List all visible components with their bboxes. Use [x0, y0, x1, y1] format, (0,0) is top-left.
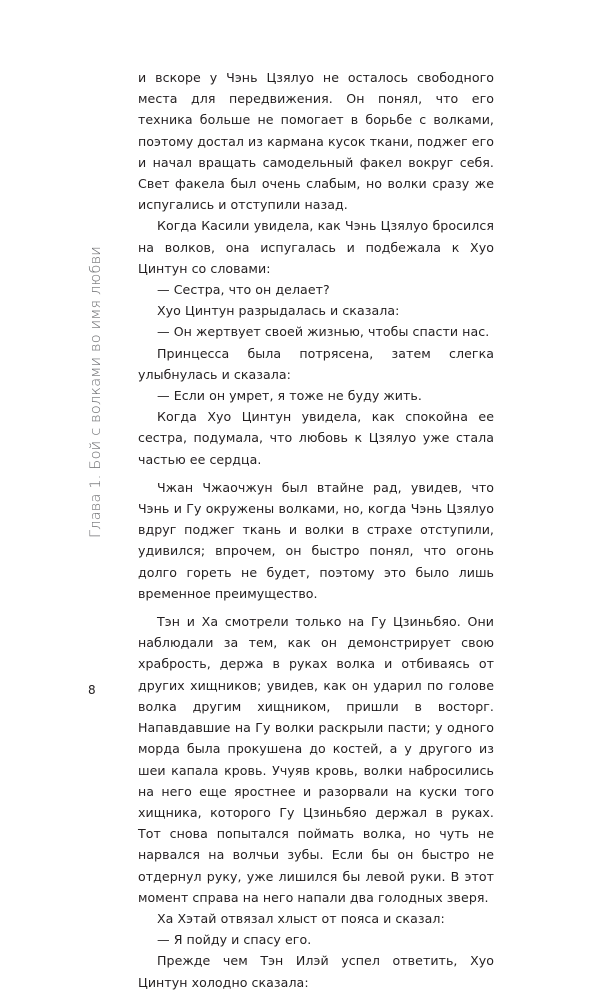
paragraph: Прежде чем Тэн Илэй успел ответить, Хуо Цинтун холодно сказала:	[138, 953, 494, 990]
paragraph: Когда Касили увидела, как Чэнь Цзялуо бросился на волков, она испугалась и подбежала к Хуо Цинтун со словами:	[138, 218, 494, 276]
paragraph: — Я пойду и спасу его.	[157, 932, 312, 948]
paragraph: — Если он умрет, я тоже не буду жить.	[157, 388, 422, 404]
paragraph: — Он жертвует своей жизнью, чтобы спасти нас.	[157, 324, 490, 340]
paragraph: Когда Хуо Цинтун увидела, как спокойна ее сестра, подумала, что любовь к Цзялуо уже стала частью ее сердца.	[138, 409, 494, 467]
paragraph: Чжан Чжаочжун был втайне рад, увидев, что Чэнь и Гу окружены волками, но, когда Чэнь Цзялуо вдруг поджег ткань и волки в страхе отступили, удивился; впрочем, он быстро понял, что огонь долго гореть не будет, поэтому это было лишь временное преимущество.	[138, 479, 494, 601]
paragraph: — Сестра, что он делает?	[157, 282, 330, 298]
running-header: Глава 1. Бой с волками во имя любви	[88, 245, 104, 539]
page-number: 8	[88, 683, 96, 697]
paragraph: Принцесса была потрясена, затем слегка улыбнулась и сказала:	[138, 345, 494, 382]
page-body	[138, 67, 494, 993]
paragraph: и вскоре у Чэнь Цзялуо не осталось свободного места для передвижения. Он понял, что его техника больше не помогает в борьбе с волками, поэтому достал из кармана кусок ткани, поджег его и начал вращать самодельный факел вокруг себя. Свет факела был очень слабым, но волки сразу же испугались и отступили назад.	[138, 70, 494, 213]
paragraph: Ха Хэтай отвязал хлыст от пояса и сказал:	[157, 910, 445, 926]
paragraph: Хуо Цинтун разрыдалась и сказала:	[157, 303, 400, 319]
paragraph: Тэн и Ха смотрели только на Гу Цзиньбяо. Они наблюдали за тем, как он демонстрирует свою храбрость, держа в руках волка и отбиваясь от других хищников; увидев, как он ударил по голове волка другим хищником, пришли в восторг. Напавдавшие на Гу волки раскрыли пасти; у одного морда была прокушена до костей, а у другого из шеи капала кровь. Учуяв кровь, волки набросились на него еще яростнее и разорвали на куски того хищника, которого Гу Цзиньбяо держал в руках. Тот снова попытался поймать волка, но чуть не нарвался на волчьи зубы. Если бы он быстро не отдернул руку, уже лишился бы левой руки. В этот момент справа на него напали два голодных зверя.	[138, 614, 494, 905]
